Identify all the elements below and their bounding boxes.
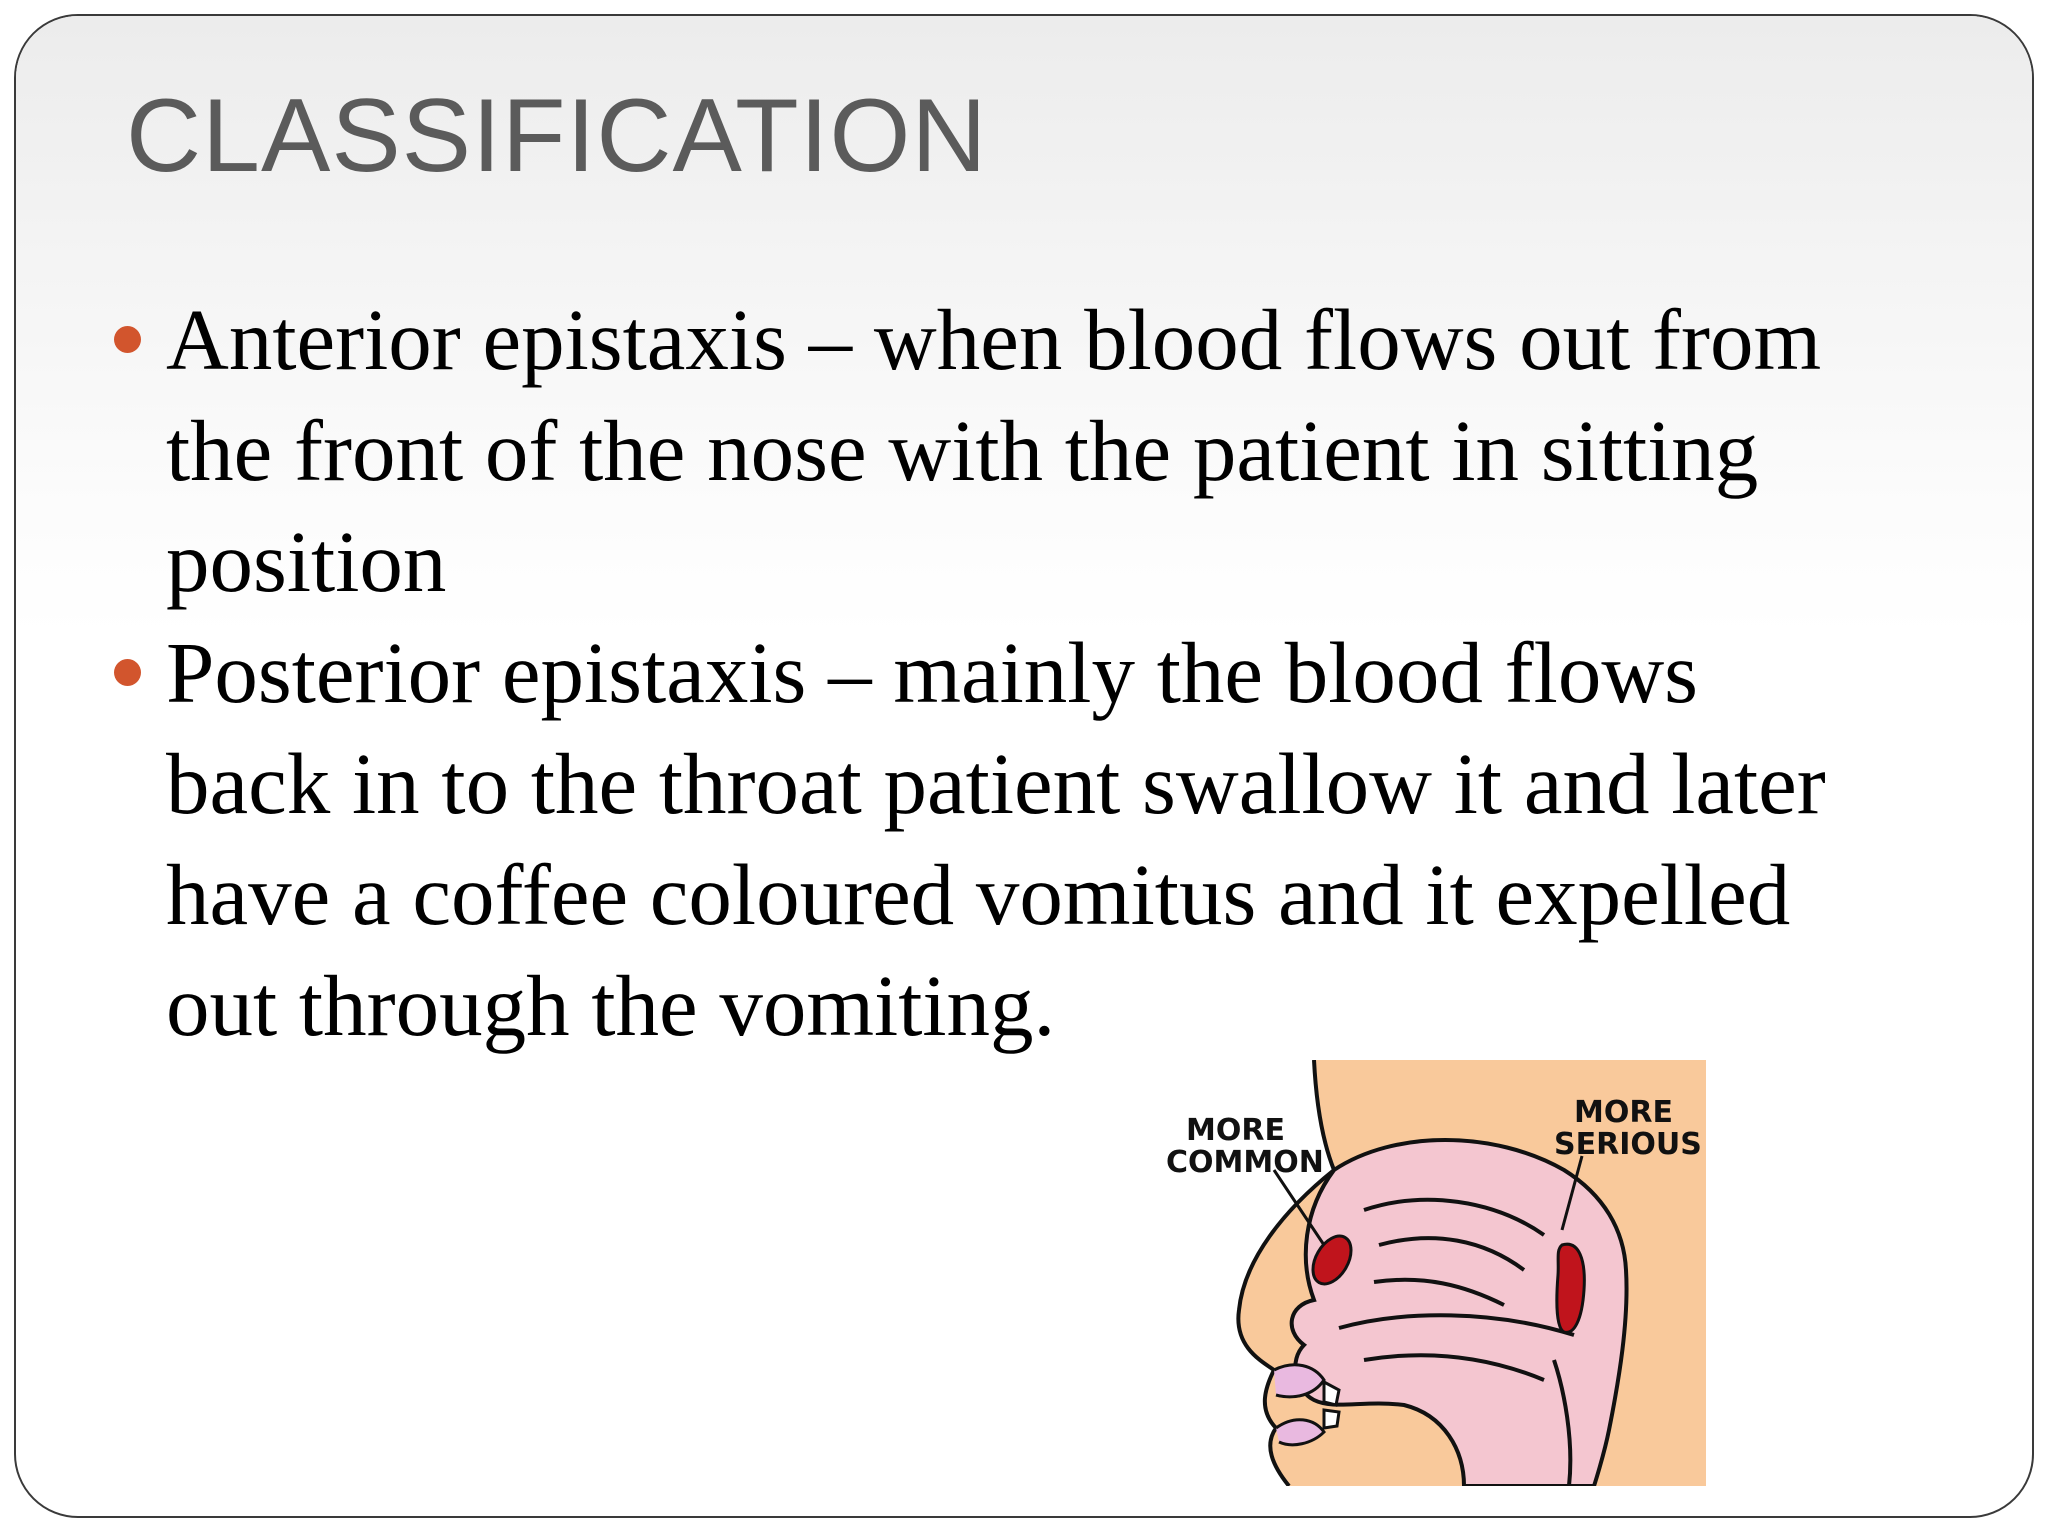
slide	[14, 14, 2034, 1518]
bullet-icon	[114, 326, 141, 353]
bullet-item-anterior	[112, 284, 1832, 617]
posterior-bleed	[1557, 1244, 1584, 1332]
bullet-text: Anterior epistaxis – when blood flows out from the front of the nose with the patient in sitting position	[166, 291, 1822, 610]
label-more-serious-line1: MORE	[1574, 1095, 1673, 1130]
bullet-icon	[114, 659, 141, 686]
bullet-item-posterior	[112, 617, 1832, 1061]
tooth	[1324, 1410, 1339, 1428]
label-more-common-line1: MORE	[1186, 1113, 1285, 1148]
nose-cross-section-illustration	[1164, 1060, 1706, 1486]
slide-title: CLASSIFICATION	[126, 78, 988, 194]
bullet-list	[112, 284, 1832, 1061]
label-more-serious-line2: SERIOUS	[1554, 1127, 1702, 1162]
bullet-text: Posterior epistaxis – mainly the blood flows back in to the throat patient swallow it and later have a coffee coloured vomitus and it expelled out through the vomiting.	[166, 624, 1826, 1054]
label-more-common-line2: COMMON	[1166, 1145, 1324, 1180]
